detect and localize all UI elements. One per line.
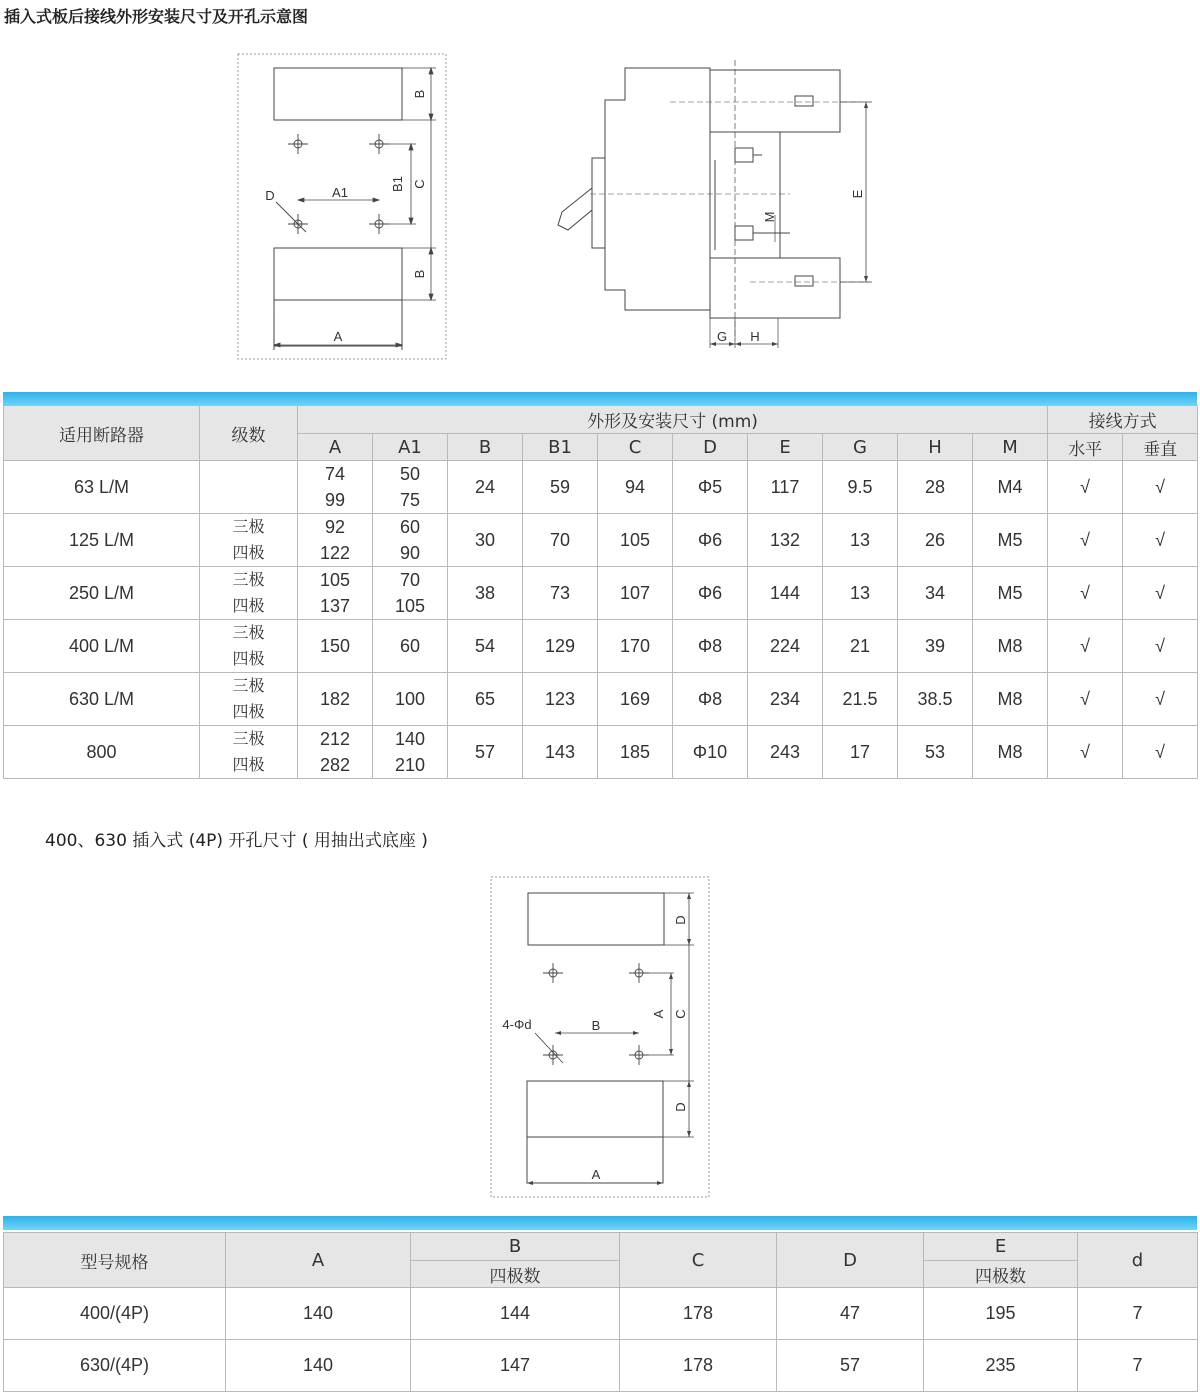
header-col-b1: B1 xyxy=(523,434,598,461)
m-cell: M8 xyxy=(973,726,1048,779)
horizontal-check: √ xyxy=(1048,567,1123,620)
m-cell: M5 xyxy=(973,567,1048,620)
header-breaker: 适用断路器 xyxy=(4,406,200,461)
dim-m-label: M xyxy=(762,211,777,223)
c-cell: 105 xyxy=(598,514,673,567)
header-small-d: d xyxy=(1078,1233,1198,1288)
h-cell: 39 xyxy=(898,620,973,673)
poles-cell: 三极 四极 xyxy=(200,673,298,726)
b-cell: 38 xyxy=(448,567,523,620)
b1-cell: 129 xyxy=(523,620,598,673)
d-cell: Φ5 xyxy=(673,461,748,514)
b-cell: 30 xyxy=(448,514,523,567)
c-cell: 107 xyxy=(598,567,673,620)
model-cell: 630/(4P) xyxy=(4,1340,226,1392)
horizontal-check: √ xyxy=(1048,514,1123,567)
b1-cell: 143 xyxy=(523,726,598,779)
header-col-a: A xyxy=(298,434,373,461)
table-row xyxy=(4,1340,1198,1392)
a1-cell: 140 210 xyxy=(373,726,448,779)
a-cell: 105 137 xyxy=(298,567,373,620)
h-cell: 38.5 xyxy=(898,673,973,726)
poles-cell xyxy=(200,461,298,514)
dim-b1-label: B1 xyxy=(390,176,405,192)
d-cell: Φ8 xyxy=(673,620,748,673)
dim-b-bottom-label: B xyxy=(412,269,427,279)
a1-cell: 70 105 xyxy=(373,567,448,620)
header-d: D xyxy=(777,1233,924,1288)
page-title: 插入式板后接线外形安装尺寸及开孔示意图 xyxy=(4,7,309,26)
breaker-cell: 400 L/M xyxy=(4,620,200,673)
breaker-cell: 630 L/M xyxy=(4,673,200,726)
d-cell: Φ8 xyxy=(673,673,748,726)
header-col-d: D xyxy=(673,434,748,461)
b1-cell: 73 xyxy=(523,567,598,620)
header-b-sub: 四极数 xyxy=(411,1261,620,1288)
poles-cell: 三极 四极 xyxy=(200,726,298,779)
c-cell: 185 xyxy=(598,726,673,779)
m-cell: M5 xyxy=(973,514,1048,567)
b-cell: 144 xyxy=(411,1288,620,1340)
table-row xyxy=(4,514,1198,567)
header-e: E xyxy=(924,1233,1078,1261)
c-cell: 170 xyxy=(598,620,673,673)
vertical-check: √ xyxy=(1123,567,1198,620)
dim-d-top-label: D xyxy=(673,915,688,925)
hole-label: 4-Φd xyxy=(502,1017,532,1032)
header-wiring: 接线方式 xyxy=(1048,406,1198,434)
table-row xyxy=(4,461,1198,514)
cutout-4p-diagram xyxy=(489,875,711,1201)
header-a: A xyxy=(226,1233,411,1288)
d-cell: Φ6 xyxy=(673,567,748,620)
dimension-table xyxy=(3,405,1198,779)
table-row xyxy=(4,1288,1198,1340)
model-cell: 400/(4P) xyxy=(4,1288,226,1340)
header-col-g: G xyxy=(823,434,898,461)
e-cell: 132 xyxy=(748,514,823,567)
dim-b-top-label: B xyxy=(412,89,427,99)
b-cell: 147 xyxy=(411,1340,620,1392)
header-e-sub: 四极数 xyxy=(924,1261,1078,1288)
a-cell: 140 xyxy=(226,1340,411,1392)
e-cell: 117 xyxy=(748,461,823,514)
horizontal-check: √ xyxy=(1048,461,1123,514)
h-cell: 53 xyxy=(898,726,973,779)
header-col-e: E xyxy=(748,434,823,461)
dim-a-label: A xyxy=(333,329,343,344)
table-row xyxy=(4,620,1198,673)
a1-cell: 100 xyxy=(373,673,448,726)
a-cell: 92 122 xyxy=(298,514,373,567)
horizontal-check: √ xyxy=(1048,726,1123,779)
header-col-m: M xyxy=(973,434,1048,461)
table1-top-bar xyxy=(3,392,1197,406)
vertical-check: √ xyxy=(1123,620,1198,673)
a-cell: 74 99 xyxy=(298,461,373,514)
b1-cell: 59 xyxy=(523,461,598,514)
b1-cell: 70 xyxy=(523,514,598,567)
section-subtitle: 400、630 插入式 (4P) 开孔尺寸 ( 用抽出式底座 ) xyxy=(45,831,428,851)
h-cell: 34 xyxy=(898,567,973,620)
d-cell: Φ10 xyxy=(673,726,748,779)
h-cell: 28 xyxy=(898,461,973,514)
c-cell: 178 xyxy=(620,1288,777,1340)
header-col-b: B xyxy=(448,434,523,461)
a1-cell: 60 90 xyxy=(373,514,448,567)
header-horizontal: 水平 xyxy=(1048,434,1123,461)
b-cell: 57 xyxy=(448,726,523,779)
a-cell: 150 xyxy=(298,620,373,673)
g-cell: 21.5 xyxy=(823,673,898,726)
dim-a-width-label: A xyxy=(591,1167,601,1182)
g-cell: 13 xyxy=(823,567,898,620)
g-cell: 9.5 xyxy=(823,461,898,514)
header-dimensions: 外形及安装尺寸 (mm) xyxy=(298,406,1048,434)
breaker-cell: 250 L/M xyxy=(4,567,200,620)
dim-b-label: B xyxy=(591,1018,601,1033)
vertical-check: √ xyxy=(1123,461,1198,514)
a1-cell: 50 75 xyxy=(373,461,448,514)
g-cell: 13 xyxy=(823,514,898,567)
header-poles: 级数 xyxy=(200,406,298,461)
e-cell: 234 xyxy=(748,673,823,726)
b-cell: 24 xyxy=(448,461,523,514)
small-d-cell: 7 xyxy=(1078,1340,1198,1392)
table-row xyxy=(4,726,1198,779)
horizontal-check: √ xyxy=(1048,673,1123,726)
dim-c-label: C xyxy=(673,1009,688,1019)
e-cell: 224 xyxy=(748,620,823,673)
b-cell: 65 xyxy=(448,673,523,726)
dim-d-bottom-label: D xyxy=(673,1102,688,1112)
d-cell: 47 xyxy=(777,1288,924,1340)
header-b: B xyxy=(411,1233,620,1261)
table-row xyxy=(4,567,1198,620)
dim-c-label: C xyxy=(412,179,427,189)
dim-h-label: H xyxy=(750,329,760,344)
vertical-check: √ xyxy=(1123,673,1198,726)
a-cell: 182 xyxy=(298,673,373,726)
poles-cell: 三极 四极 xyxy=(200,620,298,673)
m-cell: M8 xyxy=(973,620,1048,673)
b-cell: 54 xyxy=(448,620,523,673)
d-cell: 57 xyxy=(777,1340,924,1392)
header-model: 型号规格 xyxy=(4,1233,226,1288)
a1-cell: 60 xyxy=(373,620,448,673)
breaker-cell: 800 xyxy=(4,726,200,779)
c-cell: 94 xyxy=(598,461,673,514)
c-cell: 169 xyxy=(598,673,673,726)
e-cell: 235 xyxy=(924,1340,1078,1392)
header-c: C xyxy=(620,1233,777,1288)
e-cell: 195 xyxy=(924,1288,1078,1340)
header-vertical: 垂直 xyxy=(1123,434,1198,461)
breaker-cell: 125 L/M xyxy=(4,514,200,567)
a-cell: 212 282 xyxy=(298,726,373,779)
vertical-check: √ xyxy=(1123,726,1198,779)
vertical-check: √ xyxy=(1123,514,1198,567)
breaker-cell: 63 L/M xyxy=(4,461,200,514)
cutout-4p-table xyxy=(3,1232,1198,1392)
m-cell: M4 xyxy=(973,461,1048,514)
m-cell: M8 xyxy=(973,673,1048,726)
header-col-h: H xyxy=(898,434,973,461)
e-cell: 243 xyxy=(748,726,823,779)
dim-g-label: G xyxy=(716,329,728,344)
horizontal-check: √ xyxy=(1048,620,1123,673)
g-cell: 21 xyxy=(823,620,898,673)
dim-a-vertical-label: A xyxy=(651,1009,666,1019)
dim-a1-label: A1 xyxy=(332,185,348,200)
header-col-a1: A1 xyxy=(373,434,448,461)
e-cell: 144 xyxy=(748,567,823,620)
g-cell: 17 xyxy=(823,726,898,779)
poles-cell: 三极 四极 xyxy=(200,514,298,567)
table2-top-bar xyxy=(3,1216,1197,1230)
header-col-c: C xyxy=(598,434,673,461)
cutout-diagram xyxy=(236,52,448,362)
h-cell: 26 xyxy=(898,514,973,567)
table-row xyxy=(4,673,1198,726)
poles-cell: 三极 四极 xyxy=(200,567,298,620)
c-cell: 178 xyxy=(620,1340,777,1392)
d-cell: Φ6 xyxy=(673,514,748,567)
dim-e-label: E xyxy=(850,189,865,199)
side-view-diagram xyxy=(550,60,880,354)
b1-cell: 123 xyxy=(523,673,598,726)
small-d-cell: 7 xyxy=(1078,1288,1198,1340)
dim-d-label: D xyxy=(265,188,275,203)
a-cell: 140 xyxy=(226,1288,411,1340)
